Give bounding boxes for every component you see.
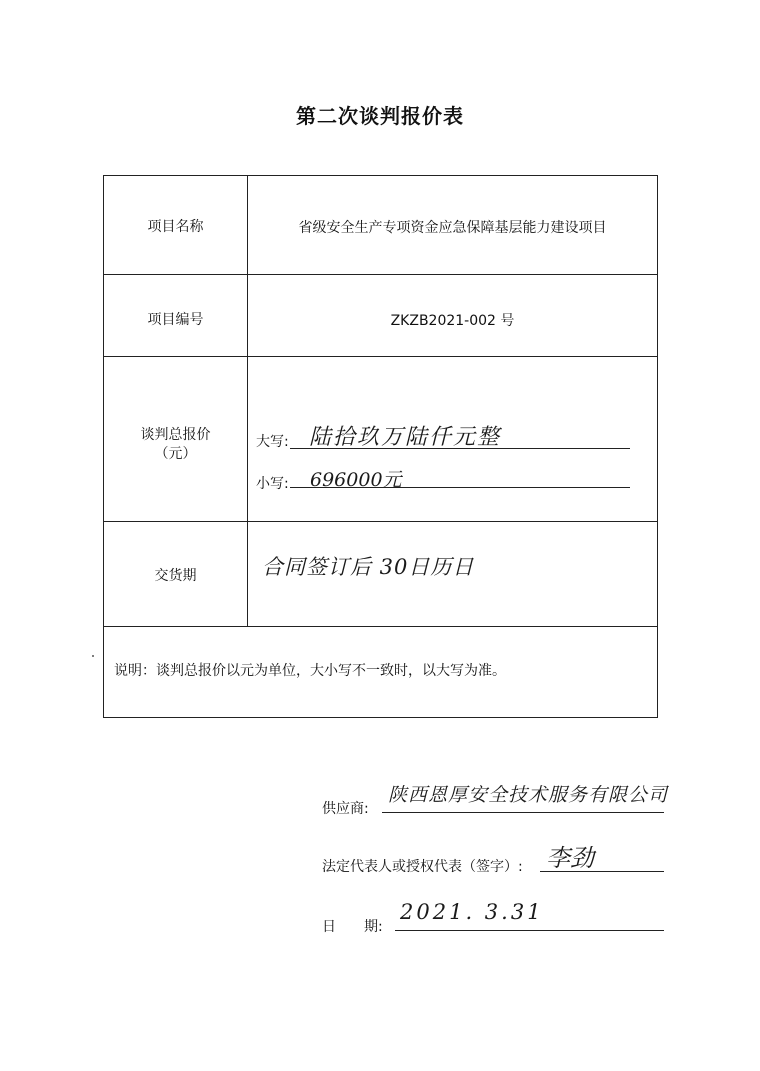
total-price-unit: （元） (154, 446, 197, 462)
row-divider (104, 274, 657, 275)
row-divider (104, 626, 657, 627)
column-divider (247, 176, 248, 626)
quote-table (103, 175, 658, 718)
date-underline (395, 930, 664, 931)
delivery-value: 合同签订后 30日历日 (262, 555, 475, 579)
total-price-label: 谈判总报价 (140, 427, 211, 443)
supplier-label: 供应商: (322, 801, 369, 817)
project-name-label: 项目名称 (147, 219, 204, 235)
scan-speck (92, 655, 94, 657)
row-divider (104, 521, 657, 522)
project-name-value: 省级安全生产专项资金应急保障基层能力建设项目 (298, 220, 607, 236)
lowercase-amount: 696000元 (310, 469, 402, 491)
uppercase-prefix: 大写: (256, 434, 289, 450)
page-title: 第二次谈判报价表 (296, 104, 464, 128)
project-no-value: ZKZB2021-002 号 (390, 313, 515, 329)
note-text: 说明：谈判总报价以元为单位，大小写不一致时，以大写为准。 (114, 663, 506, 679)
date-value: 2021. 3.31 (400, 900, 544, 924)
supplier-value: 陕西恩厚安全技术服务有限公司 (388, 784, 669, 806)
date-label: 日 期: (322, 919, 383, 935)
representative-signature: 李劲 (546, 844, 594, 872)
representative-label: 法定代表人或授权代表（签字）: (322, 859, 523, 875)
row-divider (104, 356, 657, 357)
delivery-label: 交货期 (154, 568, 197, 584)
project-no-label: 项目编号 (147, 312, 204, 328)
supplier-underline (382, 812, 664, 813)
lowercase-prefix: 小写: (256, 476, 289, 492)
uppercase-amount: 陆拾玖万陆仟元整 (309, 425, 502, 450)
